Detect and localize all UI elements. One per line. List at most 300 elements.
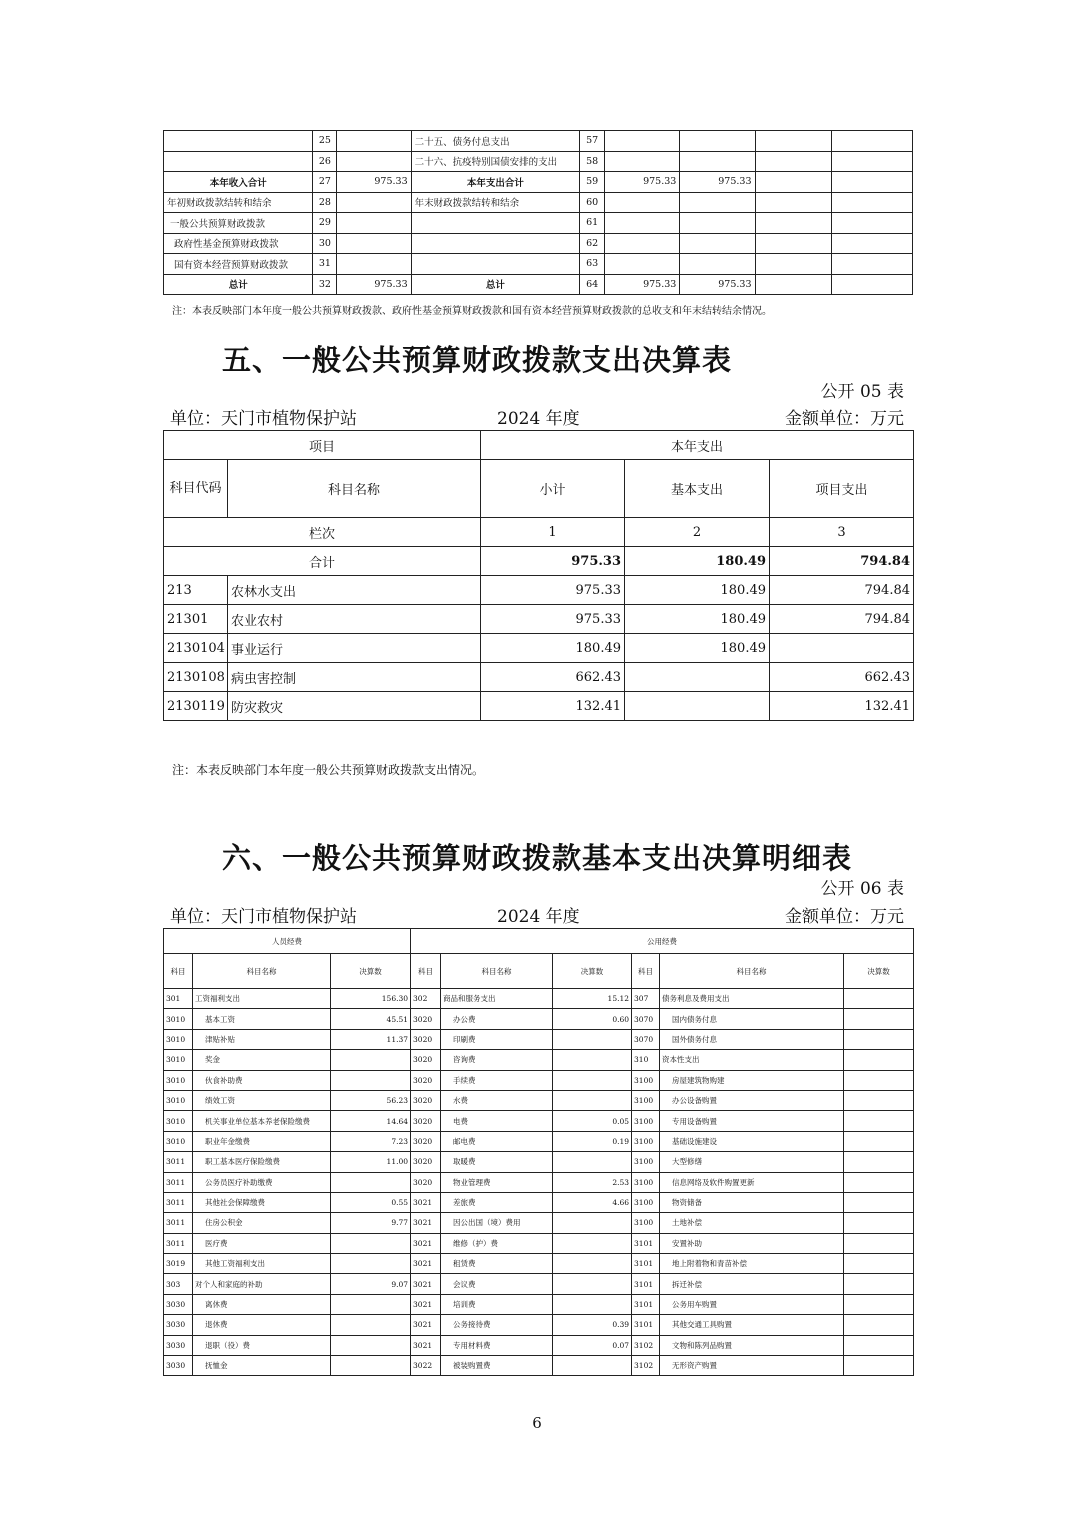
table-row xyxy=(164,634,914,663)
header-subtotal: 小计 xyxy=(481,460,625,518)
row-name-1: 医疗费 xyxy=(193,1233,331,1253)
row-name-1: 伙食补助费 xyxy=(193,1070,331,1090)
row-name-3: 土地补偿 xyxy=(660,1213,844,1233)
row-name-1: 职工基本医疗保险缴费 xyxy=(193,1152,331,1172)
row-basic xyxy=(625,692,770,721)
row-amount-3 xyxy=(844,989,914,1009)
row-code-2: 3021 xyxy=(411,1335,441,1355)
row-right-label: 总计 xyxy=(411,274,579,295)
row-amount-1 xyxy=(331,1070,411,1090)
header-col1: 1 xyxy=(481,518,625,547)
table-row xyxy=(164,1335,914,1355)
table-row xyxy=(164,233,913,254)
row-name-1: 其他工资福利支出 xyxy=(193,1254,331,1274)
table4-note: 注：本表反映部门本年度一般公共预算财政拨款、政府性基金预算财政拨款和国有资本经营预算财政拨款的总收支和年末结转结余情况。 xyxy=(172,306,772,317)
row-code-1: 3030 xyxy=(164,1315,193,1335)
row-left-amount xyxy=(337,213,411,234)
row-code-1: 3011 xyxy=(164,1172,193,1192)
row-left-no: 31 xyxy=(313,254,337,275)
row-code-1: 3019 xyxy=(164,1254,193,1274)
row-name-1: 住房公积金 xyxy=(193,1213,331,1233)
row-name-3: 基础设施建设 xyxy=(660,1131,844,1151)
total-project: 794.84 xyxy=(770,547,914,576)
page-number: 6 xyxy=(532,1414,542,1432)
general-budget-expense-table xyxy=(163,430,914,721)
row-amount-3 xyxy=(844,1111,914,1131)
row-amount-2 xyxy=(680,151,755,172)
detail-table-body xyxy=(164,929,914,1376)
row-name-2: 取暖费 xyxy=(441,1152,553,1172)
row-code-2: 3021 xyxy=(411,1233,441,1253)
row-amount-1: 56.23 xyxy=(331,1090,411,1110)
section5-unit: 单位：天门市植物保护站 xyxy=(170,409,357,429)
row-code-3: 3101 xyxy=(632,1294,660,1314)
header-amount-2: 决算数 xyxy=(553,954,632,989)
row-left-no: 26 xyxy=(313,151,337,172)
row-right-label xyxy=(411,233,579,254)
table-row xyxy=(164,1029,914,1049)
header-name-1: 科目名称 xyxy=(193,954,331,989)
row-amount-1: 7.23 xyxy=(331,1131,411,1151)
row-name-1: 退休费 xyxy=(193,1315,331,1335)
section6-title: 六、一般公共预算财政拨款基本支出决算明细表 xyxy=(222,841,853,875)
row-code-2: 3021 xyxy=(411,1213,441,1233)
row-amount-2 xyxy=(553,1070,632,1090)
table-row xyxy=(164,663,914,692)
row-amount-1: 45.51 xyxy=(331,1009,411,1029)
header-name-3: 科目名称 xyxy=(660,954,844,989)
row-subtotal: 975.33 xyxy=(481,576,625,605)
row-amount-2 xyxy=(553,1029,632,1049)
row-amount-3 xyxy=(844,1090,914,1110)
row-name-2: 手续费 xyxy=(441,1070,553,1090)
row-right-no: 59 xyxy=(580,172,605,193)
row-basic: 180.49 xyxy=(625,634,770,663)
row-amount-2 xyxy=(553,1294,632,1314)
table-row xyxy=(164,989,914,1009)
row-amount-3 xyxy=(755,254,831,275)
row-code-2: 3020 xyxy=(411,1050,441,1070)
row-name-2: 培训费 xyxy=(441,1294,553,1314)
row-project: 794.84 xyxy=(770,605,914,634)
table-row xyxy=(164,131,913,152)
row-code-1: 3010 xyxy=(164,1131,193,1151)
row-left-label xyxy=(164,151,313,172)
section6-money-unit: 金额单位：万元 xyxy=(785,907,904,927)
row-code-1: 3010 xyxy=(164,1070,193,1090)
row-code-1: 3030 xyxy=(164,1335,193,1355)
row-amount-2 xyxy=(553,1090,632,1110)
row-code-3: 310 xyxy=(632,1050,660,1070)
section5-note: 注：本表反映部门本年度一般公共预算财政拨款支出情况。 xyxy=(172,763,485,777)
row-amount-3 xyxy=(755,233,831,254)
row-name: 防灾救灾 xyxy=(228,692,481,721)
row-code-1: 3010 xyxy=(164,1111,193,1131)
header-public: 公用经费 xyxy=(411,929,914,954)
row-code-2: 3022 xyxy=(411,1356,441,1376)
row-code-1: 3010 xyxy=(164,1009,193,1029)
row-code-3: 3100 xyxy=(632,1111,660,1131)
row-right-label: 二十五、债务付息支出 xyxy=(411,131,579,152)
header-amount-3: 决算数 xyxy=(844,954,914,989)
table-row xyxy=(164,1315,914,1335)
header-col2: 2 xyxy=(625,518,770,547)
row-project: 662.43 xyxy=(770,663,914,692)
row-name-1: 职业年金缴费 xyxy=(193,1131,331,1151)
table-row xyxy=(164,1356,914,1376)
header-col3: 3 xyxy=(770,518,914,547)
row-name-3: 地上附着物和青苗补偿 xyxy=(660,1254,844,1274)
row-code-2: 3020 xyxy=(411,1131,441,1151)
section5-year: 2024 年度 xyxy=(497,409,580,429)
row-code-2: 3021 xyxy=(411,1274,441,1294)
row-amount-3 xyxy=(844,1356,914,1376)
row-amount-2: 15.12 xyxy=(553,989,632,1009)
row-name-2: 会议费 xyxy=(441,1274,553,1294)
row-name-2: 印刷费 xyxy=(441,1029,553,1049)
row-amount-3 xyxy=(844,1009,914,1029)
header-name-2: 科目名称 xyxy=(441,954,553,989)
row-subtotal: 662.43 xyxy=(481,663,625,692)
row-amount-1: 14.64 xyxy=(331,1111,411,1131)
table-row xyxy=(164,1050,914,1070)
row-name-2: 差旅费 xyxy=(441,1192,553,1212)
row-amount-4 xyxy=(831,233,912,254)
row-amount-2 xyxy=(553,1254,632,1274)
row-amount-3 xyxy=(755,151,831,172)
row-amount-4 xyxy=(831,192,912,213)
header-code-1: 科目 xyxy=(164,954,193,989)
row-left-amount: 975.33 xyxy=(337,172,411,193)
header-current-expense: 本年支出 xyxy=(481,431,914,460)
row-amount-3 xyxy=(844,1213,914,1233)
row-name-2: 水费 xyxy=(441,1090,553,1110)
row-code-3: 3070 xyxy=(632,1009,660,1029)
row-amount-3 xyxy=(755,213,831,234)
row-amount-3 xyxy=(844,1294,914,1314)
row-code-3: 3102 xyxy=(632,1356,660,1376)
row-name-2: 公务接待费 xyxy=(441,1315,553,1335)
row-amount-2: 0.60 xyxy=(553,1009,632,1029)
row-code-3: 3101 xyxy=(632,1233,660,1253)
row-amount-2: 975.33 xyxy=(680,172,755,193)
row-code-2: 3020 xyxy=(411,1111,441,1131)
section5-title: 五、一般公共预算财政拨款支出决算表 xyxy=(222,343,733,377)
table-row xyxy=(164,1111,914,1131)
row-code-3: 3100 xyxy=(632,1152,660,1172)
table-row xyxy=(164,1254,914,1274)
row-amount-4 xyxy=(831,254,912,275)
row-code-1: 3030 xyxy=(164,1294,193,1314)
row-amount-2: 0.07 xyxy=(553,1335,632,1355)
row-name-2: 邮电费 xyxy=(441,1131,553,1151)
table-row xyxy=(164,1192,914,1212)
row-left-no: 25 xyxy=(313,131,337,152)
row-amount-1 xyxy=(605,192,680,213)
table-row xyxy=(164,1152,914,1172)
row-code-2: 3021 xyxy=(411,1294,441,1314)
row-right-no: 60 xyxy=(580,192,605,213)
row-name-3: 债务利息及费用支出 xyxy=(660,989,844,1009)
row-right-label: 二十六、抗疫特别国债安排的支出 xyxy=(411,151,579,172)
row-name: 事业运行 xyxy=(228,634,481,663)
row-right-label: 本年支出合计 xyxy=(411,172,579,193)
table-row xyxy=(164,254,913,275)
row-amount-3 xyxy=(844,1274,914,1294)
row-amount-1 xyxy=(331,1294,411,1314)
section6-year: 2024 年度 xyxy=(497,907,580,927)
table-row xyxy=(164,1172,914,1192)
row-amount-3 xyxy=(844,1315,914,1335)
row-amount-3 xyxy=(755,172,831,193)
row-amount-2 xyxy=(680,131,755,152)
row-amount-3 xyxy=(844,1233,914,1253)
row-code-2: 3020 xyxy=(411,1070,441,1090)
row-code-3: 3100 xyxy=(632,1213,660,1233)
row-name-2: 商品和服务支出 xyxy=(441,989,553,1009)
row-amount-3 xyxy=(844,1070,914,1090)
row-amount-1: 9.77 xyxy=(331,1213,411,1233)
header-personnel: 人员经费 xyxy=(164,929,411,954)
row-left-no: 29 xyxy=(313,213,337,234)
table-row xyxy=(164,1009,914,1029)
row-code-3: 3101 xyxy=(632,1315,660,1335)
row-amount-3 xyxy=(844,1335,914,1355)
row-right-no: 61 xyxy=(580,213,605,234)
row-code-2: 3020 xyxy=(411,1152,441,1172)
row-left-amount xyxy=(337,233,411,254)
row-code-3: 3100 xyxy=(632,1090,660,1110)
row-amount-1 xyxy=(605,131,680,152)
row-name-1: 工资福利支出 xyxy=(193,989,331,1009)
table-row xyxy=(164,576,914,605)
row-left-label: 一般公共预算财政拨款 xyxy=(164,213,313,234)
row-amount-1 xyxy=(331,1233,411,1253)
row-name-3: 拆迁补偿 xyxy=(660,1274,844,1294)
row-code-3: 3100 xyxy=(632,1070,660,1090)
header-amount-1: 决算数 xyxy=(331,954,411,989)
row-code-3: 3100 xyxy=(632,1172,660,1192)
row-project xyxy=(770,634,914,663)
row-name-2: 咨询费 xyxy=(441,1050,553,1070)
row-amount-2 xyxy=(680,213,755,234)
row-left-no: 32 xyxy=(313,274,337,295)
row-name-2: 专用材料费 xyxy=(441,1335,553,1355)
row-amount-3 xyxy=(844,1254,914,1274)
row-code-3: 3101 xyxy=(632,1254,660,1274)
row-code-3: 3100 xyxy=(632,1131,660,1151)
row-name-2: 维修（护）费 xyxy=(441,1233,553,1253)
row-left-amount xyxy=(337,151,411,172)
row-amount-3 xyxy=(755,274,831,295)
row-amount-2 xyxy=(553,1213,632,1233)
table-row xyxy=(164,1131,914,1151)
row-subtotal: 975.33 xyxy=(481,605,625,634)
row-amount-1 xyxy=(605,254,680,275)
row-code-2: 3020 xyxy=(411,1172,441,1192)
table-row xyxy=(164,605,914,634)
header-column-no: 栏次 xyxy=(164,518,481,547)
row-amount-2: 0.39 xyxy=(553,1315,632,1335)
row-name-3: 办公设备购置 xyxy=(660,1090,844,1110)
row-amount-4 xyxy=(831,172,912,193)
row-code-1: 3010 xyxy=(164,1090,193,1110)
table-row xyxy=(164,151,913,172)
row-name-2: 租赁费 xyxy=(441,1254,553,1274)
row-name-3: 大型修缮 xyxy=(660,1152,844,1172)
table-row xyxy=(164,213,913,234)
row-name-1: 绩效工资 xyxy=(193,1090,331,1110)
row-amount-1 xyxy=(331,1315,411,1335)
row-left-amount xyxy=(337,131,411,152)
row-left-amount xyxy=(337,254,411,275)
row-code-3: 3101 xyxy=(632,1274,660,1294)
row-amount-3 xyxy=(844,1050,914,1070)
row-left-amount xyxy=(337,192,411,213)
row-name-3: 专用设备购置 xyxy=(660,1111,844,1131)
row-amount-2: 4.66 xyxy=(553,1192,632,1212)
row-amount-1 xyxy=(605,213,680,234)
table-row xyxy=(164,192,913,213)
income-expense-summary-table xyxy=(163,130,913,295)
row-code: 2130104 xyxy=(164,634,228,663)
row-amount-2 xyxy=(553,1152,632,1172)
table-row xyxy=(164,1294,914,1314)
row-code-3: 3070 xyxy=(632,1029,660,1049)
row-code-2: 3020 xyxy=(411,1090,441,1110)
section5-money-unit: 金额单位：万元 xyxy=(785,409,904,429)
row-name-3: 资本性支出 xyxy=(660,1050,844,1070)
row-right-no: 64 xyxy=(580,274,605,295)
row-amount-2 xyxy=(553,1050,632,1070)
row-right-no: 62 xyxy=(580,233,605,254)
row-amount-1: 975.33 xyxy=(605,274,680,295)
row-right-no: 63 xyxy=(580,254,605,275)
row-name-2: 电费 xyxy=(441,1111,553,1131)
section6-unit: 单位：天门市植物保护站 xyxy=(170,907,357,927)
total-basic: 180.49 xyxy=(625,547,770,576)
row-code-2: 3021 xyxy=(411,1192,441,1212)
row-name-3: 文物和陈列品购置 xyxy=(660,1335,844,1355)
row-subtotal: 132.41 xyxy=(481,692,625,721)
row-left-label: 国有资本经营预算财政拨款 xyxy=(164,254,313,275)
row-amount-2: 0.05 xyxy=(553,1111,632,1131)
row-name-1: 离休费 xyxy=(193,1294,331,1314)
row-basic: 180.49 xyxy=(625,605,770,634)
row-amount-1 xyxy=(605,151,680,172)
row-left-amount: 975.33 xyxy=(337,274,411,295)
row-code-3: 3100 xyxy=(632,1192,660,1212)
row-amount-1 xyxy=(331,1254,411,1274)
row-code: 2130108 xyxy=(164,663,228,692)
row-name-2: 被装购置费 xyxy=(441,1356,553,1376)
row-amount-3 xyxy=(844,1172,914,1192)
row-name-3: 房屋建筑物购建 xyxy=(660,1070,844,1090)
table-row xyxy=(164,172,913,193)
row-left-label xyxy=(164,131,313,152)
row-code-1: 303 xyxy=(164,1274,193,1294)
row-name-3: 国内债务付息 xyxy=(660,1009,844,1029)
row-name-2: 办公费 xyxy=(441,1009,553,1029)
row-amount-2 xyxy=(680,254,755,275)
header-code-3: 科目 xyxy=(632,954,660,989)
row-code-1: 3010 xyxy=(164,1050,193,1070)
header-item: 项目 xyxy=(164,431,481,460)
row-amount-3 xyxy=(755,192,831,213)
row-code-1: 3011 xyxy=(164,1213,193,1233)
row-name-3: 安置补助 xyxy=(660,1233,844,1253)
row-right-label xyxy=(411,213,579,234)
row-amount-1 xyxy=(331,1356,411,1376)
row-code-3: 307 xyxy=(632,989,660,1009)
table-row xyxy=(164,1274,914,1294)
row-code-2: 3021 xyxy=(411,1315,441,1335)
row-name: 病虫害控制 xyxy=(228,663,481,692)
row-code: 213 xyxy=(164,576,228,605)
row-amount-4 xyxy=(831,213,912,234)
section6-table-number: 公开 06 表 xyxy=(820,879,904,899)
header-code: 科目代码 xyxy=(164,460,228,518)
row-left-no: 30 xyxy=(313,233,337,254)
row-code-1: 301 xyxy=(164,989,193,1009)
row-name: 农业农村 xyxy=(228,605,481,634)
row-amount-3 xyxy=(844,1029,914,1049)
row-amount-3 xyxy=(844,1131,914,1151)
table-row xyxy=(164,1070,914,1090)
row-left-no: 27 xyxy=(313,172,337,193)
row-code-1: 3030 xyxy=(164,1356,193,1376)
row-name-1: 其他社会保障缴费 xyxy=(193,1192,331,1212)
row-name-1: 津贴补贴 xyxy=(193,1029,331,1049)
table-row xyxy=(164,274,913,295)
row-name-3: 物资储备 xyxy=(660,1192,844,1212)
row-amount-4 xyxy=(831,131,912,152)
row-code-3: 3102 xyxy=(632,1335,660,1355)
row-left-label: 总计 xyxy=(164,274,313,295)
row-amount-2 xyxy=(553,1233,632,1253)
row-name-1: 对个人和家庭的补助 xyxy=(193,1274,331,1294)
row-amount-2: 975.33 xyxy=(680,274,755,295)
row-name-2: 物业管理费 xyxy=(441,1172,553,1192)
row-amount-1 xyxy=(605,233,680,254)
row-amount-2: 2.53 xyxy=(553,1172,632,1192)
section5-table-number: 公开 05 表 xyxy=(820,382,904,402)
row-amount-1: 9.07 xyxy=(331,1274,411,1294)
row-code-2: 3020 xyxy=(411,1009,441,1029)
row-name-3: 国外债务付息 xyxy=(660,1029,844,1049)
row-name-3: 公务用车购置 xyxy=(660,1294,844,1314)
row-amount-4 xyxy=(831,151,912,172)
row-amount-1: 156.30 xyxy=(331,989,411,1009)
row-code-2: 3020 xyxy=(411,1029,441,1049)
row-code: 2130119 xyxy=(164,692,228,721)
row-amount-1: 11.00 xyxy=(331,1152,411,1172)
header-project: 项目支出 xyxy=(770,460,914,518)
row-basic: 180.49 xyxy=(625,576,770,605)
row-amount-1: 0.55 xyxy=(331,1192,411,1212)
summary-table-body xyxy=(164,131,913,295)
row-name-1: 机关事业单位基本养老保险缴费 xyxy=(193,1111,331,1131)
row-code-1: 3011 xyxy=(164,1152,193,1172)
header-name: 科目名称 xyxy=(228,460,481,518)
row-amount-2 xyxy=(553,1274,632,1294)
row-subtotal: 180.49 xyxy=(481,634,625,663)
row-name-3: 无形资产购置 xyxy=(660,1356,844,1376)
row-amount-1: 975.33 xyxy=(605,172,680,193)
row-project: 132.41 xyxy=(770,692,914,721)
row-name-3: 其他交通工具购置 xyxy=(660,1315,844,1335)
row-amount-1: 11.37 xyxy=(331,1029,411,1049)
